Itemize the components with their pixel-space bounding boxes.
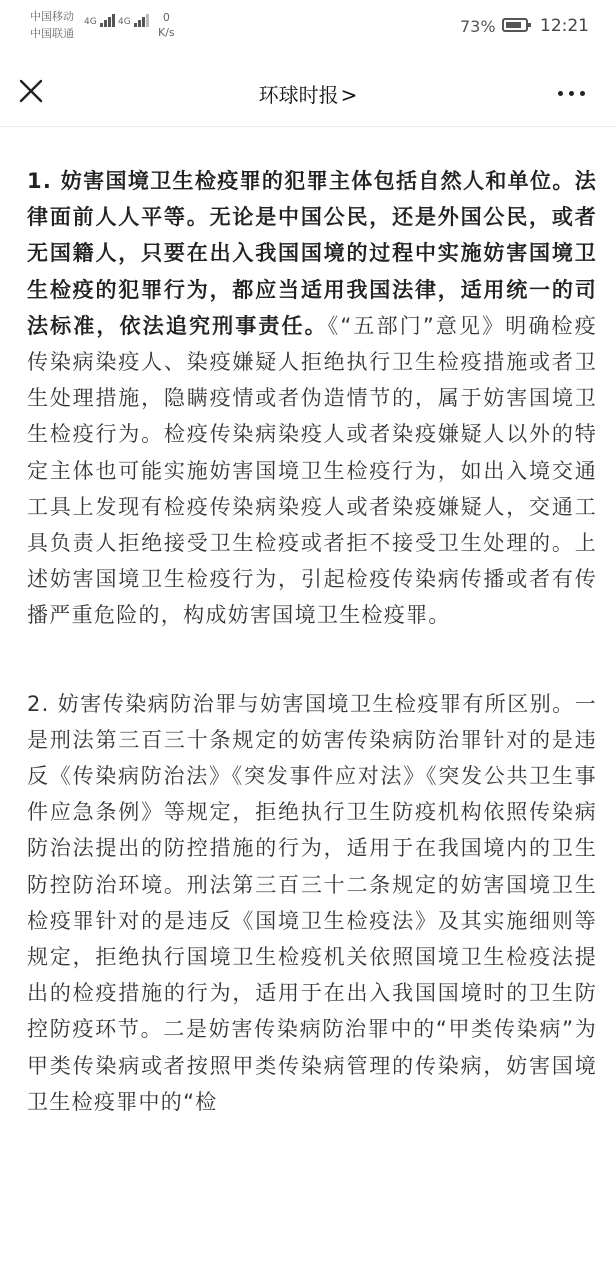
network-speed-value: 0 [162, 11, 170, 24]
paragraph-2-text: 2. 妨害传染病防治罪与妨害国境卫生检疫罪有所区别。一是刑法第三百三十条规定的妨害传染病防治罪针对的是违反《传染病防治法》《突发事件应对法》《突发公共卫生事件应急条例》等规定，拒绝执行卫生防疫机构依照传染病防治法提出的防控措施的行为，适用于在我国境内的卫生防控防治环境。刑法第三百三十二条规定的妨害国境卫生检疫罪针对的是违反《国境卫生检疫法》及其实施细则等规定，拒绝执行国境卫生检疫机关依照国境卫生检疫法提出的检疫措施的行为，适用于在出入我国国境时的卫生防控防疫环节。二是妨害传染病防治罪中的“甲类传染病”为甲类传染病或者按照甲类传染病管理的传染病，妨害国境卫生检疫罪中的“检 [27, 691, 597, 1114]
status-time: 12:21 [540, 16, 589, 36]
more-dots-icon[interactable] [558, 82, 588, 102]
account-title: 环球时报 [258, 83, 339, 107]
article-paragraph-1 [27, 163, 597, 634]
article-body [27, 163, 597, 1120]
sim2-network-type: 4G [118, 17, 131, 27]
battery-percent: 73% [460, 17, 496, 36]
network-speed [158, 10, 175, 40]
top-nav-bar [0, 62, 616, 127]
carrier-1: 中国移动 [30, 10, 74, 23]
article-paragraph-2 [27, 686, 597, 1120]
carrier-names [30, 8, 74, 42]
battery-icon [502, 18, 528, 32]
carrier-2: 中国联通 [30, 27, 74, 40]
sim1-network-type: 4G [84, 17, 97, 27]
sim2-signal-icon [118, 14, 150, 27]
paragraph-1-bold-text: 1. 妨害国境卫生检疫罪的犯罪主体包括自然人和单位。法律面前人人平等。无论是中国公民，还是外国公民，或者无国籍人，只要在出入我国国境的过程中实施妨害国境卫生检疫的犯罪行为，都应当适用我国法律，适用统一的司法标准，依法追究刑事责任。 [27, 169, 597, 338]
account-title-link[interactable] [0, 79, 616, 108]
network-speed-unit: K/s [158, 26, 175, 39]
status-bar [0, 0, 616, 52]
paragraph-1-text: 《“五部门”意见》明确检疫传染病染疫人、染疫嫌疑人拒绝执行卫生检疫措施或者卫生处理措施，隐瞒疫情或者伪造情节的，属于妨害国境卫生检疫行为。检疫传染病染疫人或者染疫嫌疑人以外的特定主体也可能实施妨害国境卫生检疫行为，如出入境交通工具上发现有检疫传染病染疫人或者染疫嫌疑人，交通工具负责人拒绝接受卫生检疫或者拒不接受卫生处理的。上述妨害国境卫生检疫行为，引起检疫传染病传播或者有传播严重危险的，构成妨害国境卫生检疫罪。 [27, 313, 597, 628]
chevron-right-icon: > [340, 83, 358, 107]
sim1-signal-icon [84, 14, 116, 27]
